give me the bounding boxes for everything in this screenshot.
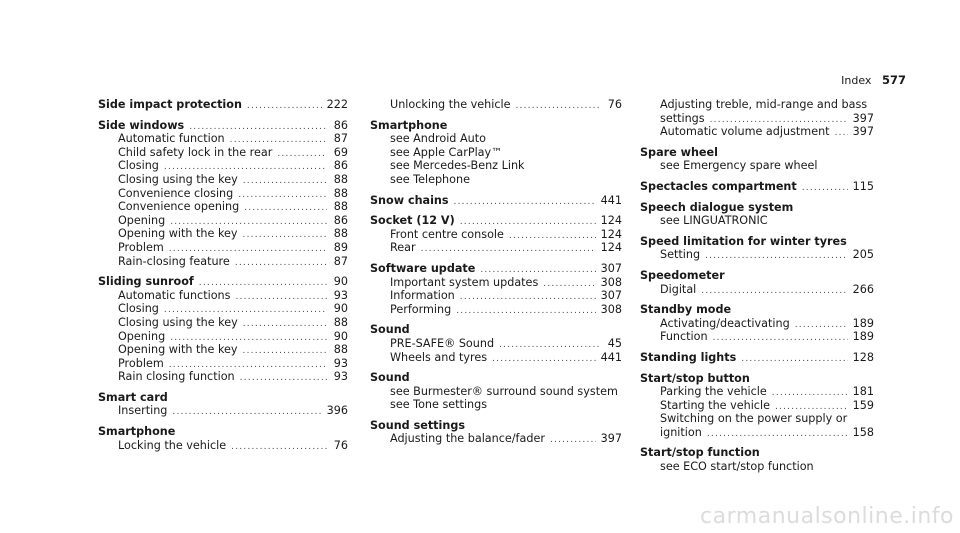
dot-leader: [713, 332, 848, 346]
dot-leader: [802, 182, 848, 196]
entry-text: Child safety lock in the rear: [118, 145, 273, 159]
page-reference[interactable]: 189: [852, 316, 874, 330]
entry-text: Inserting: [118, 404, 168, 418]
page-reference[interactable]: 308: [600, 275, 622, 289]
dot-leader: [238, 189, 327, 203]
index-heading: [370, 371, 622, 385]
index-column-2: [370, 98, 622, 453]
index-subentry: [640, 98, 874, 112]
entry-text: Problem: [118, 240, 164, 254]
index-subentry[interactable]: [98, 302, 348, 316]
entry-text: ignition: [660, 425, 702, 439]
dot-leader: [231, 441, 327, 455]
page-reference[interactable]: 93: [333, 356, 348, 370]
dot-leader: [456, 305, 595, 319]
index-heading: [640, 146, 874, 160]
entry-text: Smart card: [98, 390, 168, 404]
index-subentry[interactable]: [640, 317, 874, 331]
page-reference[interactable]: 181: [852, 385, 874, 399]
index-subentry: [370, 385, 622, 399]
entry-text: Closing using the key: [118, 172, 238, 186]
page-reference[interactable]: 88: [333, 315, 348, 329]
entry-text: Sliding sunroof: [98, 275, 194, 289]
index-subentry: [370, 173, 622, 187]
page-reference[interactable]: 124: [600, 227, 622, 241]
entry-text: Side impact protection: [98, 98, 242, 111]
dot-leader: [543, 278, 595, 292]
entry-text: Performing: [390, 302, 452, 316]
index-entry: [640, 372, 874, 440]
index-heading: [640, 446, 874, 460]
index-subentry[interactable]: [98, 404, 348, 418]
index-heading: [640, 372, 874, 386]
index-entry: [370, 419, 622, 446]
entry-text: Sound: [370, 323, 410, 337]
entry-text: Convenience closing: [118, 186, 234, 200]
index-entry: [370, 262, 622, 316]
entry-text: Digital: [660, 282, 697, 296]
entry-text: see Tone settings: [390, 398, 488, 412]
page-reference[interactable]: 86: [333, 118, 348, 132]
dot-leader: [701, 285, 847, 299]
index-subentry[interactable]: [98, 241, 348, 255]
page-reference[interactable]: 158: [852, 425, 874, 439]
page-number: 577: [881, 73, 906, 87]
entry-text: Start/stop button: [640, 371, 750, 385]
index-subentry[interactable]: [640, 399, 874, 413]
dot-leader: [235, 257, 327, 271]
entry-text: Speed limitation for winter tyres: [640, 234, 847, 248]
page-reference[interactable]: 87: [333, 254, 348, 268]
watermark: carmanualsonline.info: [700, 504, 954, 529]
index-subentry[interactable]: [370, 276, 622, 290]
entry-text: see ECO start/stop function: [660, 460, 814, 474]
entry-text: Software update: [370, 261, 476, 275]
index-column-3: [640, 98, 874, 481]
dot-leader: [550, 434, 596, 448]
index-entry: [640, 269, 874, 296]
index-heading: [640, 269, 874, 283]
dot-leader: [835, 127, 848, 141]
index-subentry[interactable]: [98, 187, 348, 201]
entry-text: Rain closing function: [118, 370, 235, 384]
dot-leader: [235, 291, 327, 305]
page-reference[interactable]: 89: [333, 240, 348, 254]
page-reference[interactable]: 128: [852, 350, 874, 364]
dot-leader: [707, 428, 848, 442]
entry-text: Snow chains: [370, 193, 449, 207]
index-subentry[interactable]: [370, 351, 622, 365]
index-heading[interactable]: [98, 98, 348, 112]
index-heading[interactable]: [370, 214, 622, 228]
page-reference[interactable]: 88: [333, 343, 348, 357]
index-subentry[interactable]: [98, 330, 348, 344]
index-subentry[interactable]: [370, 337, 622, 351]
entry-text: Closing: [118, 302, 159, 316]
entry-text: see Burmester® surround sound system: [390, 384, 618, 398]
entry-text: Smartphone: [98, 425, 176, 439]
dot-leader: [243, 318, 327, 332]
entry-text: see Mercedes-Benz Link: [390, 159, 525, 173]
index-entry: [370, 119, 622, 187]
index-entry: [370, 194, 622, 208]
page-reference[interactable]: 87: [333, 132, 348, 146]
index-heading[interactable]: [370, 262, 622, 276]
dot-leader: [705, 250, 848, 264]
dot-leader: [741, 353, 847, 367]
index-subentry[interactable]: [98, 439, 348, 453]
page-reference[interactable]: 88: [333, 172, 348, 186]
index-subentry[interactable]: [98, 343, 348, 357]
entry-text: Automatic volume adjustment: [660, 125, 830, 139]
entry-text: Sound settings: [370, 418, 465, 432]
index-entry: [640, 180, 874, 194]
entry-text: Opening: [118, 329, 166, 343]
index-entry: [640, 98, 874, 139]
entry-text: Start/stop function: [640, 446, 760, 460]
page-reference[interactable]: 93: [333, 370, 348, 384]
page-reference[interactable]: 397: [852, 111, 874, 125]
index-subentry: [370, 132, 622, 146]
page-reference[interactable]: 93: [333, 288, 348, 302]
index-subentry[interactable]: [640, 248, 874, 262]
index-subentry[interactable]: [98, 255, 348, 269]
entry-text: see Apple CarPlay™: [390, 145, 503, 159]
entry-text: Socket (12 V): [370, 214, 455, 228]
page-reference[interactable]: 189: [852, 330, 874, 344]
entry-text: Adjusting treble, mid-range and bass: [660, 98, 868, 111]
entry-text: Important system updates: [390, 275, 539, 289]
page-reference[interactable]: 441: [600, 350, 622, 364]
entry-text: Activating/deactivating: [660, 316, 790, 330]
index-subentry[interactable]: [98, 227, 348, 241]
page-reference[interactable]: 76: [607, 98, 622, 111]
index-heading: [640, 235, 874, 249]
index-subentry[interactable]: [370, 303, 622, 317]
index-subentry[interactable]: [640, 125, 874, 139]
page-reference[interactable]: 86: [333, 213, 348, 227]
page-reference[interactable]: 124: [600, 214, 622, 228]
index-subentry[interactable]: [370, 432, 622, 446]
index-subentry[interactable]: [98, 159, 348, 173]
page-reference[interactable]: 90: [333, 275, 348, 289]
index-heading: [370, 119, 622, 133]
entry-text: Opening with the key: [118, 227, 238, 241]
dot-leader: [421, 243, 596, 257]
index-heading: [370, 419, 622, 433]
index-heading: [98, 425, 348, 439]
page-reference[interactable]: 88: [333, 200, 348, 214]
index-subentry[interactable]: [98, 200, 348, 214]
index-subentry: [640, 159, 874, 173]
entry-text: Rain-closing feature: [118, 254, 230, 268]
index-entry: [640, 235, 874, 262]
index-column-1: [98, 98, 348, 459]
entry-text: Standing lights: [640, 350, 737, 364]
page-reference[interactable]: 90: [333, 329, 348, 343]
entry-text: see LINGUATRONIC: [660, 214, 768, 228]
entry-text: Standby mode: [640, 303, 732, 317]
index-entry: [98, 391, 348, 418]
dot-leader: [277, 148, 327, 162]
page-reference[interactable]: 159: [852, 398, 874, 412]
entry-text: Closing using the key: [118, 315, 238, 329]
index-entry: [370, 323, 622, 364]
entry-text: see Telephone: [390, 172, 470, 186]
entry-text: Information: [390, 289, 455, 303]
index-subentry[interactable]: [640, 283, 874, 297]
page-reference[interactable]: 308: [600, 302, 622, 316]
entry-text: Locking the vehicle: [118, 438, 227, 452]
page-reference[interactable]: 222: [326, 98, 348, 111]
index-entry: [370, 214, 622, 255]
entry-text: Switching on the power supply or: [660, 412, 848, 426]
index-subentry: [640, 460, 874, 474]
page-reference[interactable]: 397: [852, 125, 874, 139]
index-subentry[interactable]: [640, 112, 874, 126]
dot-leader: [243, 345, 327, 359]
page-reference[interactable]: 307: [600, 261, 622, 275]
dot-leader: [243, 175, 327, 189]
page-reference[interactable]: 69: [333, 145, 348, 159]
index-heading[interactable]: [98, 275, 348, 289]
entry-text: Wheels and tyres: [390, 350, 488, 364]
page-reference[interactable]: 396: [326, 404, 348, 418]
index-subentry[interactable]: [98, 146, 348, 160]
index-subentry[interactable]: [98, 132, 348, 146]
index-entry: [370, 98, 622, 112]
entry-text: Spare wheel: [640, 145, 718, 159]
entry-text: Spectacles compartment: [640, 179, 797, 193]
page-reference[interactable]: 115: [852, 179, 874, 193]
entry-text: Speedometer: [640, 268, 725, 282]
page-reference[interactable]: 88: [333, 227, 348, 241]
index-entry: [640, 303, 874, 344]
index-subentry: [370, 398, 622, 412]
page-reference[interactable]: 266: [852, 282, 874, 296]
entry-text: Smartphone: [370, 118, 448, 132]
page-reference[interactable]: 45: [607, 336, 622, 350]
entry-text: Rear: [390, 241, 416, 255]
dot-leader: [795, 319, 848, 333]
dot-leader: [172, 406, 321, 420]
header-label: Index: [841, 74, 872, 87]
dot-leader: [492, 353, 596, 367]
page-reference[interactable]: 88: [333, 186, 348, 200]
entry-text: Convenience opening: [118, 200, 240, 214]
index-subentry: [640, 412, 874, 426]
index-entry: [640, 446, 874, 473]
dot-leader: [515, 100, 601, 114]
entry-text: Function: [660, 330, 708, 344]
index-subentry[interactable]: [370, 98, 622, 112]
dot-leader: [240, 372, 327, 386]
entry-text: Setting: [660, 248, 701, 262]
index-heading: [640, 201, 874, 215]
index-heading[interactable]: [640, 351, 874, 365]
page-reference[interactable]: 76: [333, 438, 348, 452]
index-heading: [640, 303, 874, 317]
index-entry: [640, 201, 874, 228]
index-subentry[interactable]: [98, 357, 348, 371]
page-reference[interactable]: 397: [600, 432, 622, 446]
dot-leader: [247, 100, 322, 114]
index-subentry[interactable]: [98, 370, 348, 384]
entry-text: Automatic functions: [118, 288, 231, 302]
index-entry: [370, 371, 622, 412]
entry-text: Unlocking the vehicle: [390, 98, 511, 111]
page-reference[interactable]: 441: [600, 193, 622, 207]
index-subentry: [640, 214, 874, 228]
index-heading[interactable]: [370, 194, 622, 208]
dot-leader: [772, 387, 848, 401]
entry-text: Opening with the key: [118, 343, 238, 357]
entry-text: Front centre console: [390, 227, 504, 241]
entry-text: PRE-SAFE® Sound: [390, 336, 495, 350]
index-subentry[interactable]: [640, 385, 874, 399]
index-subentry[interactable]: [98, 214, 348, 228]
page-reference[interactable]: 124: [600, 241, 622, 255]
dot-leader: [509, 230, 596, 244]
entry-text: Side windows: [98, 118, 185, 132]
page-reference[interactable]: 90: [333, 302, 348, 316]
index-heading[interactable]: [98, 119, 348, 133]
entry-text: Parking the vehicle: [660, 385, 767, 399]
index-subentry[interactable]: [640, 330, 874, 344]
page-reference[interactable]: 307: [600, 289, 622, 303]
dot-leader: [243, 229, 327, 243]
page-reference[interactable]: 205: [852, 248, 874, 262]
index-entry: [98, 425, 348, 452]
entry-text: see Android Auto: [390, 132, 486, 146]
index-subentry[interactable]: [370, 228, 622, 242]
entry-text: Opening: [118, 213, 166, 227]
entry-text: see Emergency spare wheel: [660, 159, 818, 173]
index-subentry[interactable]: [98, 173, 348, 187]
entry-text: Sound: [370, 371, 410, 385]
page-reference[interactable]: 86: [333, 159, 348, 173]
entry-text: Adjusting the balance/fader: [390, 432, 545, 446]
index-subentry[interactable]: [370, 241, 622, 255]
index-heading: [98, 391, 348, 405]
page-header: [841, 73, 906, 87]
entry-text: Speech dialogue system: [640, 200, 794, 214]
index-heading[interactable]: [640, 180, 874, 194]
entry-text: settings: [660, 111, 705, 125]
index-subentry: [370, 159, 622, 173]
entry-text: Starting the vehicle: [660, 398, 770, 412]
entry-text: Problem: [118, 356, 164, 370]
entry-text: Automatic function: [118, 132, 225, 146]
dot-leader: [460, 291, 596, 305]
dot-leader: [244, 202, 327, 216]
index-heading: [370, 323, 622, 337]
dot-leader: [454, 196, 596, 210]
index-entry: [640, 146, 874, 173]
index-subentry[interactable]: [98, 316, 348, 330]
index-subentry: [370, 146, 622, 160]
entry-text: Closing: [118, 159, 159, 173]
index-entry: [640, 351, 874, 365]
index-entry: [98, 275, 348, 384]
index-subentry[interactable]: [370, 289, 622, 303]
index-subentry[interactable]: [640, 426, 874, 440]
index-subentry[interactable]: [98, 289, 348, 303]
dot-leader: [499, 339, 601, 353]
index-entry: [98, 119, 348, 269]
index-entry: [98, 98, 348, 112]
